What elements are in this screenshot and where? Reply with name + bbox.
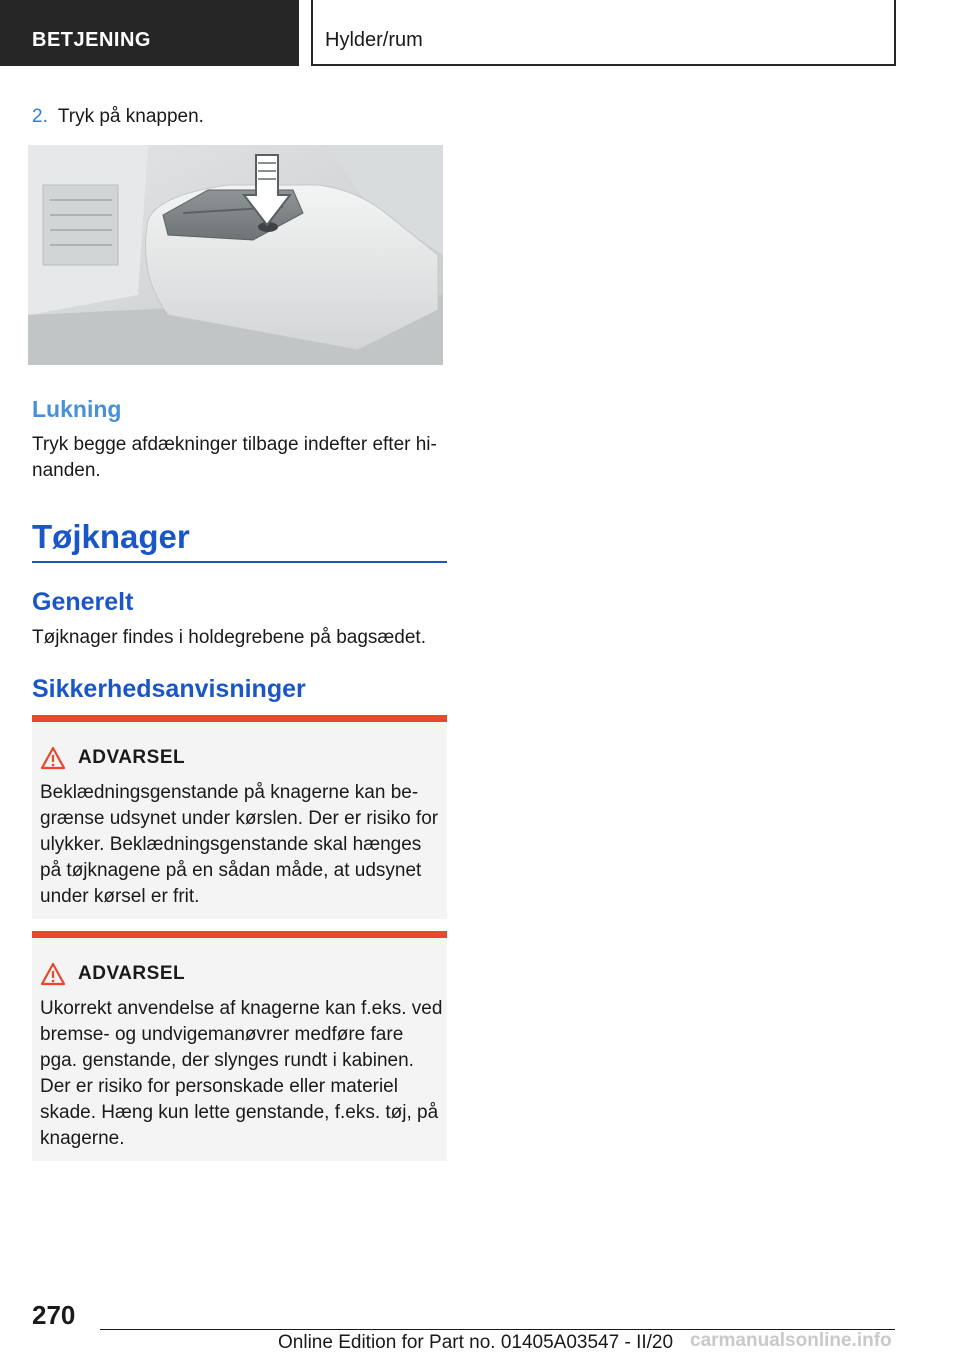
lukning-heading: Lukning xyxy=(32,396,122,422)
warning-triangle-icon xyxy=(40,746,66,770)
step-number: 2. xyxy=(32,106,48,127)
warning-title-row xyxy=(40,744,185,772)
warning-title: ADVARSEL xyxy=(78,963,186,984)
header-topic-box xyxy=(311,0,896,66)
warning-text: Beklædningsgenstande på knagerne kan be-grænse udsynet under kørslen. Der er risiko for ulykker. Beklædningsgenstande skal hænges på tøjknagene på en sådan måde, at udsynet under kørsel er frit. xyxy=(40,782,439,907)
warning-box xyxy=(32,931,447,1161)
generelt-text: Tøjknager findes i holdegrebene på bagsædet. xyxy=(32,627,426,648)
page-header xyxy=(0,0,960,66)
warning-triangle-icon xyxy=(40,962,66,986)
header-topic-label: Hylder/rum xyxy=(325,29,423,51)
header-section-tab xyxy=(0,0,299,66)
warning-title-row xyxy=(40,960,185,988)
header-section-label: BETJENING xyxy=(32,29,151,51)
footer-watermark: carmanualsonline.info xyxy=(690,1330,892,1351)
lukning-text: Tryk begge afdækninger tilbage indefter efter hi-nanden. xyxy=(32,434,437,481)
safety-heading: Sikkerhedsanvisninger xyxy=(32,675,306,703)
section-title: Tøjknager xyxy=(32,518,190,555)
generelt-heading: Generelt xyxy=(32,588,134,616)
footer-edition: Online Edition for Part no. 01405A03547 - II/20 xyxy=(278,1332,674,1353)
warning-box xyxy=(32,715,447,919)
page-number: 270 xyxy=(32,1300,76,1330)
warning-title: ADVARSEL xyxy=(78,747,186,768)
warning-text: Ukorrekt anvendelse af knagerne kan f.eks. ved bremse- og undvigemanøvrer medføre fare pga. genstande, der slynges rundt i kabinen. Der er risiko for personskade eller materiel skade. Hæng kun lette genstande, f.eks. tøj, på knagerne. xyxy=(40,998,443,1149)
section-title-rule xyxy=(32,561,447,563)
step-item xyxy=(32,106,204,128)
armrest-illustration-svg xyxy=(28,145,443,365)
step-text: Tryk på knappen. xyxy=(57,106,204,127)
armrest-illustration xyxy=(28,145,443,365)
